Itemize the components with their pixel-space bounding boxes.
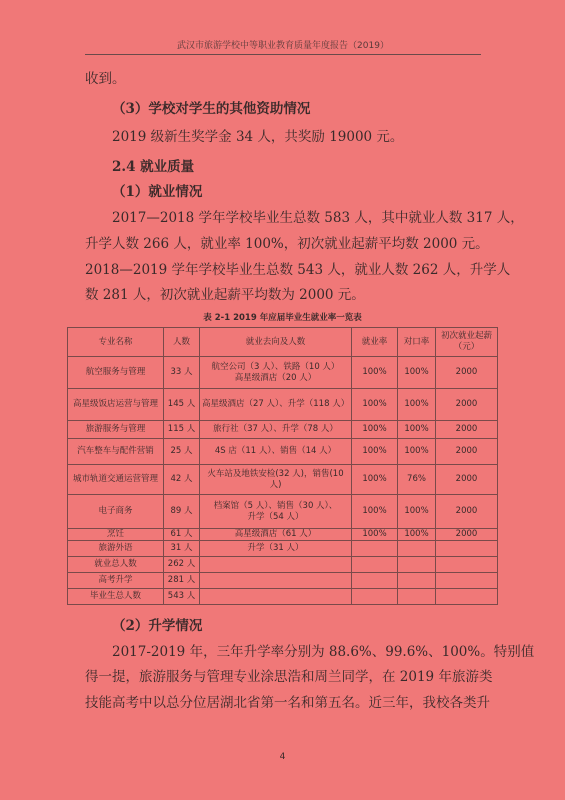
table-cell <box>398 573 436 589</box>
table-cell <box>436 557 498 573</box>
table-cell: 100% <box>398 439 436 465</box>
page-number: 4 <box>279 752 286 762</box>
table-header-row <box>68 328 498 357</box>
table-cell: 31 人 <box>164 541 200 557</box>
table-caption: 表 2-1 2019 年应届毕业生就业率一览表 <box>203 313 362 323</box>
header-cell: 人数 <box>164 328 200 357</box>
table-cell: 高星级饭店运营与管理 <box>68 389 164 421</box>
paragraph-employment-line: 升学人数 266 人，就业率 100%，初次就业起薪平均数 2000 元。 <box>85 236 489 252</box>
table-row <box>68 389 498 421</box>
table-cell: 旅游外语 <box>68 541 164 557</box>
table-row <box>68 495 498 529</box>
header-cell: 就业率 <box>352 328 398 357</box>
table-cell <box>352 557 398 573</box>
table-cell: 城市轨道交通运营管理 <box>68 465 164 495</box>
table-row <box>68 557 498 573</box>
table-cell <box>398 541 436 557</box>
table-cell: 42 人 <box>164 465 200 495</box>
table-cell: 升学（31 人） <box>200 541 352 557</box>
paragraph-continuation: 收到。 <box>85 71 126 87</box>
table-cell <box>200 557 352 573</box>
table-row <box>68 573 498 589</box>
table-cell: 262 人 <box>164 557 200 573</box>
paragraph-further-study-line: 得一提，旅游服务与管理专业涂思浩和周兰同学，在 2019 年旅游类 <box>85 669 493 685</box>
table-cell: 火车站及地铁安检(32 人)，销售(10 人) <box>200 465 352 495</box>
header-cell: 初次就业起薪（元） <box>436 328 498 357</box>
page-header: 武汉市旅游学校中等职业教育质量年度报告（2019） <box>85 38 481 55</box>
table-cell: 100% <box>398 389 436 421</box>
table-cell: 高星级酒店（27 人）、升学（118 人） <box>200 389 352 421</box>
table-row <box>68 439 498 465</box>
paragraph-employment-line: 2018—2019 学年学校毕业生总数 543 人，就业人数 262 人，升学人 <box>85 262 511 278</box>
table-cell: 76% <box>398 465 436 495</box>
paragraph-scholarship: 2019 级新生奖学金 34 人，共奖励 19000 元。 <box>112 129 404 145</box>
table-cell: 2000 <box>436 357 498 389</box>
table-cell: 100% <box>398 495 436 529</box>
employment-rate-table <box>67 327 498 605</box>
table-cell: 115 人 <box>164 421 200 439</box>
section-heading-employment-quality: 2.4 就业质量 <box>112 159 195 175</box>
header-cell: 就业去向及人数 <box>200 328 352 357</box>
table-cell <box>352 573 398 589</box>
table-cell: 就业总人数 <box>68 557 164 573</box>
table-cell: 100% <box>352 389 398 421</box>
table-cell: 100% <box>398 529 436 541</box>
table-cell: 高考升学 <box>68 573 164 589</box>
table-cell: 毕业生总人数 <box>68 589 164 605</box>
table-row <box>68 357 498 389</box>
table-cell: 2000 <box>436 439 498 465</box>
table-cell: 2000 <box>436 465 498 495</box>
table-cell <box>200 573 352 589</box>
table-cell: 281 人 <box>164 573 200 589</box>
subheading-further-study: （2）升学情况 <box>112 618 203 634</box>
table-row <box>68 421 498 439</box>
table-cell <box>200 589 352 605</box>
table-row <box>68 465 498 495</box>
table-cell: 汽车整车与配件营销 <box>68 439 164 465</box>
table-cell: 2000 <box>436 529 498 541</box>
table-cell: 89 人 <box>164 495 200 529</box>
table-cell: 100% <box>352 495 398 529</box>
table-cell: 100% <box>352 439 398 465</box>
table-cell: 25 人 <box>164 439 200 465</box>
table-cell <box>436 589 498 605</box>
subheading-employment: （1）就业情况 <box>112 184 203 200</box>
table-cell: 航空公司（3 人）、铁路（10 人） 高星级酒店（20 人） <box>200 357 352 389</box>
table-cell <box>352 541 398 557</box>
table-row <box>68 589 498 605</box>
table-cell: 100% <box>352 357 398 389</box>
table-row <box>68 541 498 557</box>
header-cell: 对口率 <box>398 328 436 357</box>
paragraph-further-study-line: 技能高考中以总分位居湖北省第一名和第五名。近三年，我校各类升 <box>85 695 490 711</box>
table-row <box>68 529 498 541</box>
table-cell: 2000 <box>436 495 498 529</box>
paragraph-further-study-line: 2017-2019 年，三年升学率分别为 88.6%、99.6%、100%。特别值 <box>112 644 535 660</box>
table-cell: 100% <box>352 529 398 541</box>
table-cell: 100% <box>352 421 398 439</box>
paragraph-employment-line: 数 281 人，初次就业起薪平均数为 2000 元。 <box>85 287 365 303</box>
table-cell <box>352 589 398 605</box>
table-cell <box>436 541 498 557</box>
table-cell <box>398 557 436 573</box>
table-cell: 543 人 <box>164 589 200 605</box>
table-cell: 电子商务 <box>68 495 164 529</box>
table-cell: 61 人 <box>164 529 200 541</box>
header-cell: 专业名称 <box>68 328 164 357</box>
table-cell: 100% <box>398 357 436 389</box>
table-cell: 烹饪 <box>68 529 164 541</box>
subheading-other-aid: （3）学校对学生的其他资助情况 <box>112 101 311 117</box>
table-cell <box>436 573 498 589</box>
table-cell: 旅行社（37 人）、升学（78 人） <box>200 421 352 439</box>
table-cell: 100% <box>352 465 398 495</box>
table-cell: 145 人 <box>164 389 200 421</box>
paragraph-employment-line: 2017—2018 学年学校毕业生总数 583 人，其中就业人数 317 人， <box>112 210 524 226</box>
table-cell <box>398 589 436 605</box>
table-cell: 2000 <box>436 389 498 421</box>
table-cell: 33 人 <box>164 357 200 389</box>
table-cell: 档案馆（5 人）、销售（30 人）、 升学（54 人） <box>200 495 352 529</box>
table-cell: 高星级酒店（61 人） <box>200 529 352 541</box>
table-cell: 100% <box>398 421 436 439</box>
table-cell: 航空服务与管理 <box>68 357 164 389</box>
table-cell: 4S 店（11 人）、销售（14 人） <box>200 439 352 465</box>
table-cell: 2000 <box>436 421 498 439</box>
table-cell: 旅游服务与管理 <box>68 421 164 439</box>
